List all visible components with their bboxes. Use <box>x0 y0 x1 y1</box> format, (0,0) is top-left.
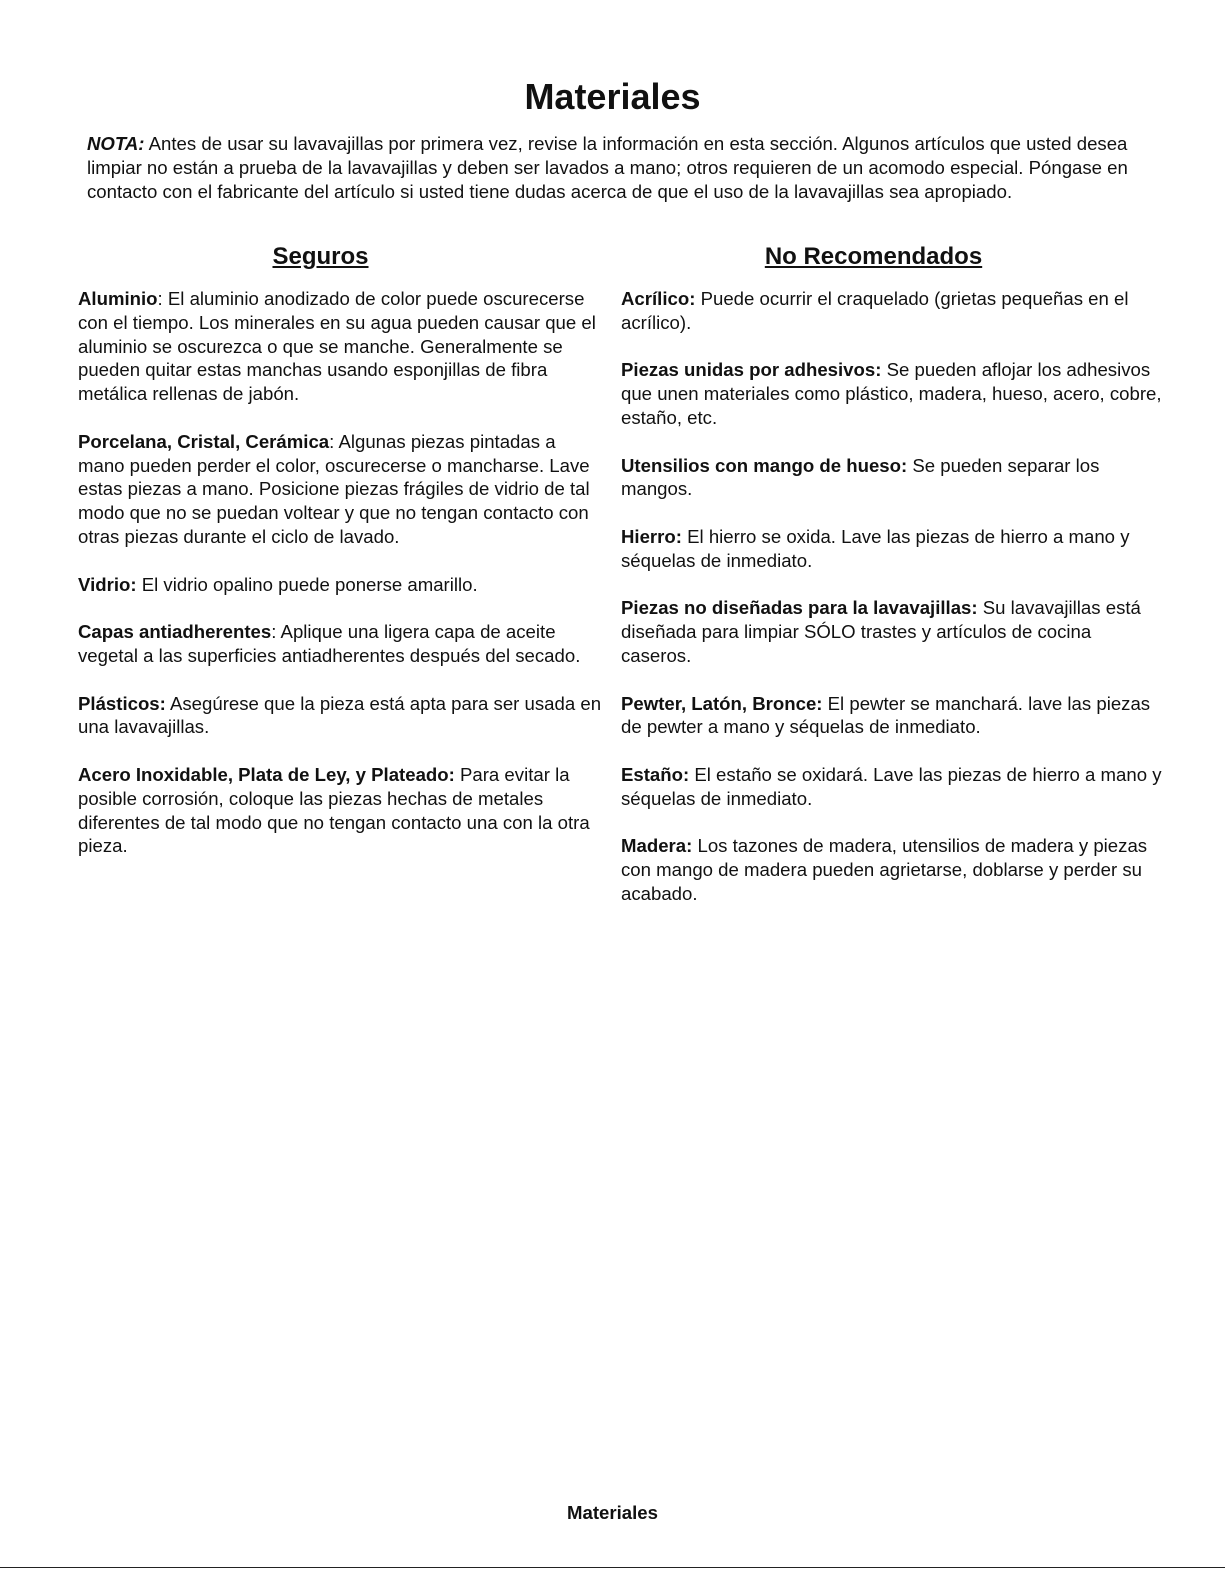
page-footer: Materiales <box>567 1502 658 1523</box>
safe-item-term: Porcelana, Cristal, Cerámica <box>78 430 330 452</box>
safe-item <box>78 573 603 597</box>
not-recommended-item <box>621 596 1166 667</box>
note-label: NOTA: <box>87 133 145 154</box>
safe-item-text: : Algunas piezas pintadas a mano pueden perder el color, oscurecerse o mancharse. Lave estas piezas a mano. Posicione piezas frágiles de vidrio de tal modo que no se puedan voltear y que no tengan contacto con otras piezas durante el ciclo de lavado. <box>78 430 590 547</box>
safe-materials-column <box>78 242 603 882</box>
safe-item <box>78 692 603 740</box>
safe-item-term: Capas antiadherentes <box>78 621 272 643</box>
not-recommended-item <box>621 692 1166 740</box>
safe-item <box>78 430 603 549</box>
not-recommended-item-term: Utensilios con mango de hueso: <box>621 454 908 476</box>
not-recommended-item-term: Acrílico: <box>621 288 696 309</box>
bottom-divider <box>0 1567 1225 1568</box>
not-recommended-item-term: Piezas no diseñadas para la lavavajillas: <box>621 597 978 619</box>
safe-item <box>78 763 603 858</box>
not-recommended-item <box>621 525 1166 573</box>
not-recommended-item <box>621 287 1166 335</box>
not-recommended-item-term: Piezas unidas por adhesivos: <box>621 359 882 381</box>
not-recommended-item-text: Puede ocurrir el craquelado (grietas pequeñas en el acrílico). <box>621 288 1129 333</box>
safe-item-term: Vidrio: <box>78 573 137 595</box>
not-recommended-item-text: El pewter se manchará. lave las piezas de pewter a mano y séquelas de inmediato. <box>621 692 1151 738</box>
safe-item-text: Para evitar la posible corrosión, coloque las piezas hechas de metales diferentes de tal modo que no tengan contacto una con la otra pieza. <box>78 763 590 857</box>
not-recommended-item-text: Se pueden separar los mangos. <box>621 454 1100 500</box>
note-text: Antes de usar su lavavajillas por primera vez, revise la información en esta sección. Algunos artículos que usted desea limpiar no están a prueba de la lavavajillas y deben ser lavados a mano; otros requieren de un acomodo especial. Póngase en contacto con el fabricante del artículo si usted tiene dudas acerca de que el uso de la lavavajillas sea apropiado. <box>87 133 1128 202</box>
not-recommended-item-text: Su lavavajillas está diseñada para limpiar SÓLO trastes y artículos de cocina caseros. <box>621 597 1141 666</box>
safe-item-term: Acero Inoxidable, Plata de Ley, y Plateado: <box>78 763 455 785</box>
not-recommended-column <box>621 242 1166 930</box>
safe-item-text: : Aplique una ligera capa de aceite vegetal a las superficies antiadherentes después del secado. <box>78 621 581 666</box>
safe-item-term: Aluminio <box>78 288 158 309</box>
not-recommended-item <box>621 834 1166 905</box>
safe-item-text: : El aluminio anodizado de color puede oscurecerse con el tiempo. Los minerales en su agua pueden causar que el aluminio se oscurezca o que se manche. Generalmente se pueden quitar estas manchas usando esponjillas de fibra metálica rellenas de jabón. <box>78 288 596 405</box>
not-recommended-item-text: Se pueden aflojar los adhesivos que unen materiales como plástico, madera, hueso, acero, cobre, estaño, etc. <box>621 359 1162 428</box>
safe-item <box>78 620 603 668</box>
not-recommended-item <box>621 358 1166 429</box>
note-paragraph <box>87 132 1162 204</box>
not-recommended-item-text: El estaño se oxidará. Lave las piezas de hierro a mano y séquelas de inmediato. <box>621 763 1162 809</box>
not-recommended-heading: No Recomendados <box>764 243 983 270</box>
safe-heading: Seguros <box>272 243 369 270</box>
not-recommended-item-text: Los tazones de madera, utensilios de madera y piezas con mango de madera pueden agrietarse, doblarse y perder su acabado. <box>621 835 1148 904</box>
not-recommended-item <box>621 454 1166 502</box>
safe-item-text: El vidrio opalino puede ponerse amarillo. <box>136 573 478 595</box>
not-recommended-item-term: Madera: <box>621 835 693 857</box>
not-recommended-item-term: Hierro: <box>621 525 682 547</box>
safe-item-term: Plásticos: <box>78 692 166 714</box>
not-recommended-item-text: El hierro se oxida. Lave las piezas de hierro a mano y séquelas de inmediato. <box>621 525 1130 571</box>
safe-item-text: Asegúrese que la pieza está apta para ser usada en una lavavajillas. <box>78 692 602 738</box>
safe-item <box>78 287 603 406</box>
not-recommended-item-term: Estaño: <box>621 763 690 785</box>
page-title: Materiales <box>524 76 701 117</box>
not-recommended-item-term: Pewter, Latón, Bronce: <box>621 692 823 714</box>
not-recommended-item <box>621 763 1166 811</box>
